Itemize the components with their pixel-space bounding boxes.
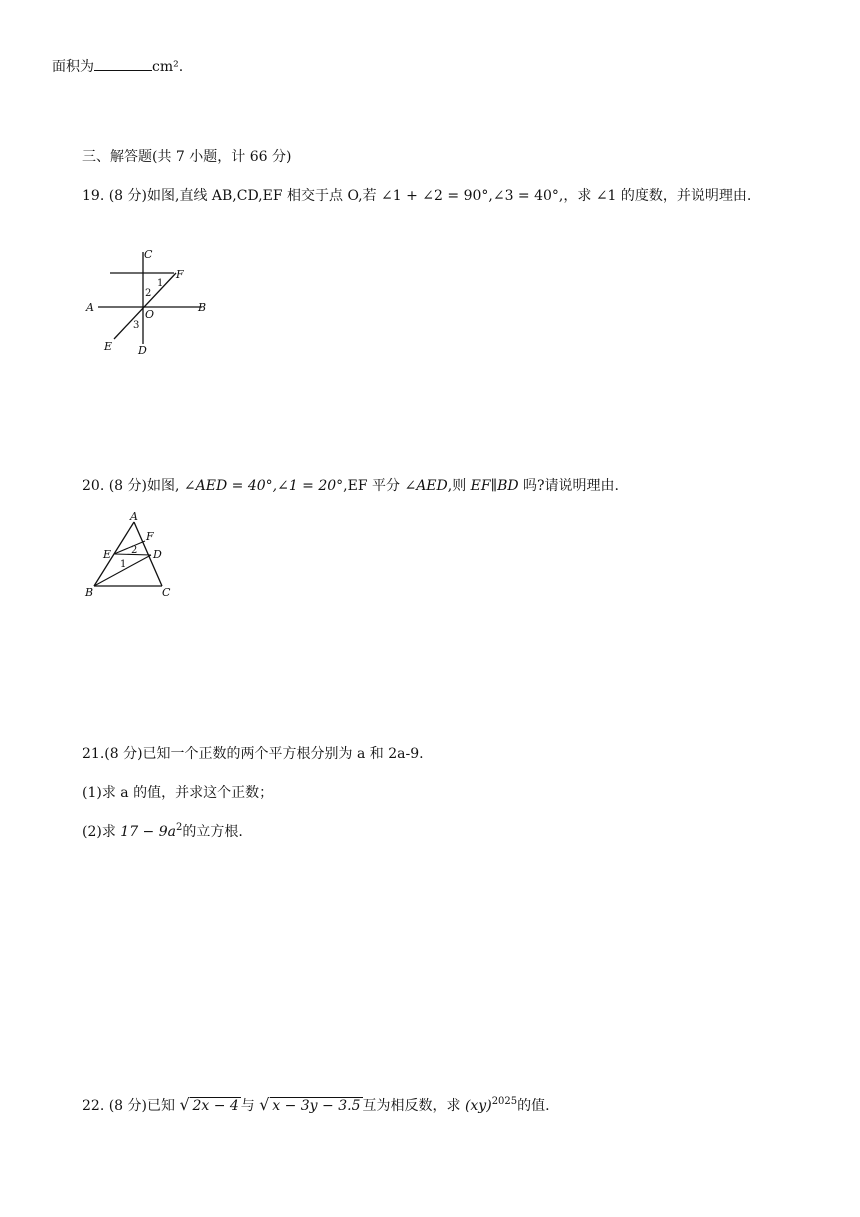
fig19-label-o: O (145, 308, 155, 321)
q20-text-a: 20. (8 分)如图, (82, 478, 184, 494)
q20-math-b: ∠AED (404, 478, 448, 494)
question-21-part-2 (82, 823, 243, 841)
fig20-label-2: 2 (131, 545, 138, 556)
q20-math-c: EF∥BD (470, 478, 519, 494)
question-20 (82, 477, 619, 495)
fig20-label-c: C (162, 586, 171, 599)
fig19-label-c: C (144, 248, 153, 261)
question-21-part-1: (1)求 a 的值，并求这个正数； (82, 785, 274, 801)
fig19-label-a: A (86, 301, 94, 314)
section-title: 三、解答题(共 7 小题，计 66 分) (82, 149, 292, 165)
q20-text-b: ,EF 平分 (343, 478, 405, 494)
q19-text-b: ,，求 ∠1 的度数，并说明理由. (558, 188, 752, 204)
area-suffix: cm². (152, 59, 184, 75)
fig19-label-1: 1 (157, 278, 164, 289)
q21-exponent: 2 (175, 822, 183, 833)
q22-sqrt-2: √ x − 3y − 3.5 (259, 1095, 361, 1114)
q22-radicand-1: 2x − 4 (192, 1098, 239, 1114)
q20-math-a: ∠AED = 40°,∠1 = 20° (183, 478, 344, 494)
figure-20 (82, 510, 182, 600)
fig19-label-e: E (104, 340, 113, 353)
fig20-label-f: F (146, 530, 154, 543)
fig19-label-3: 3 (133, 320, 140, 331)
fill-blank-line (52, 58, 183, 76)
q22-text-d: 的值. (517, 1098, 550, 1114)
q20-text-d: 吗?请说明理由. (518, 478, 619, 494)
fig19-label-f: F (176, 268, 184, 281)
q19-math: ∠1 + ∠2 = 90°,∠3 = 40° (381, 188, 559, 204)
q21-part2-suffix: 的立方根. (182, 824, 243, 840)
q19-text-a: 19. (8 分)如图,直线 AB,CD,EF 相交于点 O,若 (82, 188, 382, 204)
answer-blank (94, 58, 152, 71)
q20-text-c: ,则 (447, 478, 471, 494)
fig19-label-d: D (138, 344, 147, 357)
area-prefix: 面积为 (52, 59, 94, 75)
q22-text-a: 22. (8 分)已知 (82, 1098, 180, 1114)
q22-base: (xy) (464, 1098, 492, 1114)
question-21: 21.(8 分)已知一个正数的两个平方根分别为 a 和 2a-9. (82, 746, 424, 762)
q22-text-c: 互为相反数，求 (362, 1098, 465, 1114)
fig20-label-b: B (85, 586, 94, 599)
question-19 (82, 187, 751, 205)
q22-text-b: 与 (240, 1098, 260, 1114)
q22-radicand-2: x − 3y − 3.5 (272, 1098, 361, 1114)
fig20-label-1: 1 (120, 559, 127, 570)
figure-19 (84, 244, 214, 360)
question-22 (82, 1097, 550, 1115)
fig20-label-a: A (130, 510, 138, 523)
fig19-label-b: B (198, 301, 207, 314)
fig19-label-2: 2 (145, 288, 152, 299)
fig20-label-d: D (153, 548, 162, 561)
q21-expression: 17 − 9a (120, 824, 176, 840)
q22-sqrt-1: √ 2x − 4 (179, 1095, 239, 1114)
fig20-label-e: E (103, 548, 112, 561)
q22-exponent: 2025 (491, 1096, 518, 1107)
q21-part2-prefix: (2)求 (82, 824, 121, 840)
